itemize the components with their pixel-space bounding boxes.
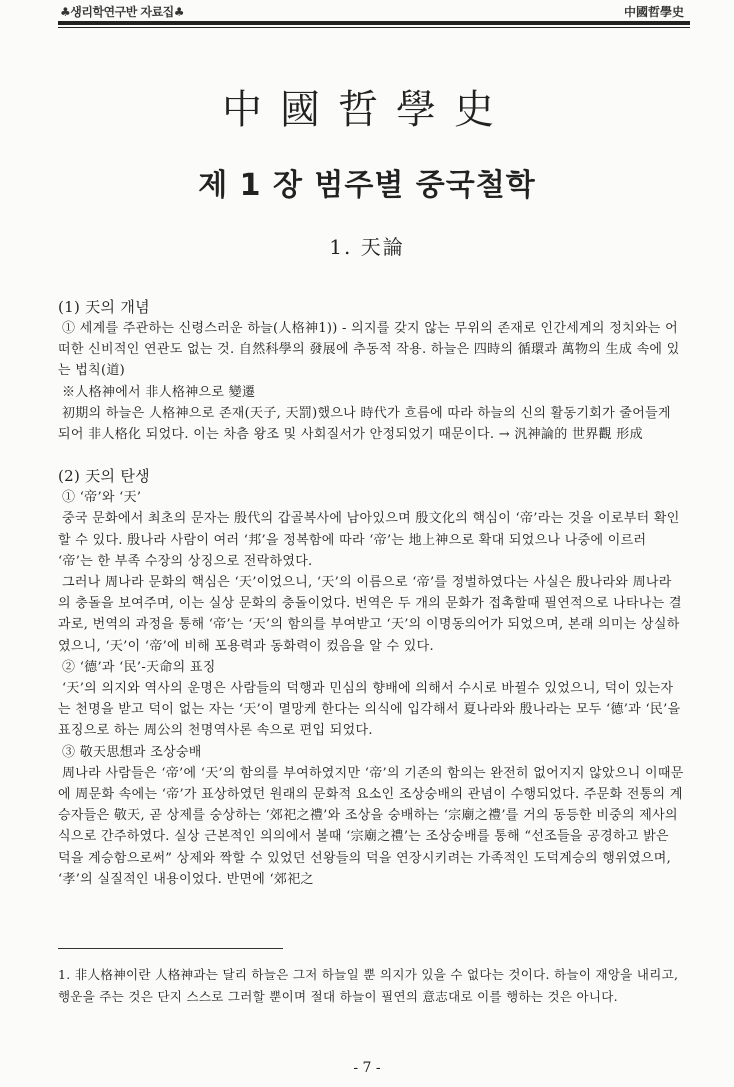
- page-number: - 7 -: [353, 1060, 381, 1076]
- paragraph: ※人格神에서 非人格神으로 變遷: [62, 384, 256, 400]
- spacer: [58, 445, 684, 465]
- section-2-heading: (2) 天의 탄생: [58, 467, 150, 486]
- paragraph: ‘天’의 의지와 역사의 운명은 사람들의 덕행과 민심의 향배에 의해서 수시로 바뀔수 있었으니, 덕이 있는자는 천명을 받고 덕이 없는 자는 ‘天’이 멸망케 한다는 의식에 입각해서 夏나라와 殷나라는 모두 ‘德’과 ‘民’을 표징으로 하는 周公의 천명역사론 속으로 편입 되었다.: [58, 681, 681, 739]
- paragraph: ① 세계를 주관하는 신령스러운 하늘(人格神1)) - 의지를 갖지 않는 무위의 존재로 인간세계의 정치와는 어떠한 신비적인 연관도 없는 것. 自然科學의 發展에 추동적 작용. 하늘은 四時의 循環과 萬物의 生成 속에 있는 법칙(道): [58, 321, 680, 379]
- section-1-heading: (1) 天의 개념: [58, 298, 150, 316]
- paragraph: 중국 문화에서 최초의 문자는 殷代의 갑골복사에 남아있으며 殷文化의 핵심이 ‘帝’라는 것을 이로부터 확인할 수 있다. 殷나라 사람이 여러 ‘邦’을 정복함에 따라 ‘帝’는 地上神으로 확대 되었으나 나중에 이르러 ‘帝’는 한 부족 수장의 상징으로 전락하였다.: [58, 511, 680, 569]
- subheading: ② ‘德’과 ‘民’-天命의 표징: [62, 659, 216, 675]
- header-left: ♣생리학연구반 자료집♣: [60, 5, 185, 19]
- document-title: 中國哲學史: [222, 87, 512, 133]
- paragraph: 周나라 사람들은 ‘帝’에 ‘天’의 함의를 부여하였지만 ‘帝’의 기존의 함의는 완전히 없어지지 않았으니 이때문에 周문화 속에는 ‘帝’가 표상하였던 원래의 문화적 요소인 조상숭배의 관념이 수행되었다. 주문화 전통의 계승자들은 敬天, 곧 상제를 숭상하는 ‘郊祀之禮’와 조상을 숭배하는 ‘宗廟之禮’를 거의 동등한 비중의 제사의식으로 간주하였다. 실상 근본적인 의의에서 볼때 ‘宗廟之禮’는 조상숭배를 통해 “선조들을 공경하고 밝은 덕을 계승함으로써” 상제와 짝할 수 있었던 선왕들의 덕을 연장시키려는 가족적인 도덕계승의 행위였으며, ‘孝’의 실질적인 내용이었다. 반면에 ‘郊祀之: [58, 765, 684, 887]
- header-right: 中國哲學史: [623, 5, 684, 19]
- footnote-rule: [58, 948, 283, 949]
- paragraph: 그러나 周나라 문화의 핵심은 ‘天’이었으니, ‘天’의 이름으로 ‘帝’를 정벌하였다는 사실은 殷나라와 周나라의 충돌을 보여주며, 이는 실상 문화의 충돌이었다. 번역은 두 개의 문화가 접촉할때 필연적으로 나타나는 결과로, 번역의 과정을 통해 ‘帝’는 ‘天’의 함의를 부여받고 ‘天’의 이명동의어가 되었으며, 본래 의미는 상실하였으니, ‘天’이 ‘帝’에 비해 포용력과 동화력이 컸음을 알 수 있다.: [58, 575, 682, 654]
- footnote: 1. 非人格神이란 人格神과는 달리 하늘은 그저 하늘일 뿐 의지가 있을 수 없다는 것이다. 하늘이 재앙을 내리고, 행운을 주는 것은 단지 스스로 그러할 뿐이며 절대 하늘이 필연의 意志대로 이를 행하는 것은 아니다.: [58, 967, 679, 1004]
- chapter-title: 제 1 장 범주별 중국철학: [198, 168, 536, 203]
- main-content: [58, 296, 684, 890]
- paragraph: 初期의 하늘은 人格神으로 존재(天子, 天罰)했으나 時代가 흐름에 따라 하늘의 신의 활동기회가 줄어들게 되어 非人格化 되었다. 이는 차츰 왕조 및 사회질서가 안정되었기 때문이다. → 汎神論的 世界觀 形成: [58, 405, 671, 443]
- subheading: ① ‘帝’와 ‘天’: [62, 490, 142, 506]
- subheading: ③ 敬天思想과 조상숭배: [62, 744, 202, 760]
- header-rule: [58, 21, 690, 28]
- section-title: 1. 天論: [329, 235, 405, 259]
